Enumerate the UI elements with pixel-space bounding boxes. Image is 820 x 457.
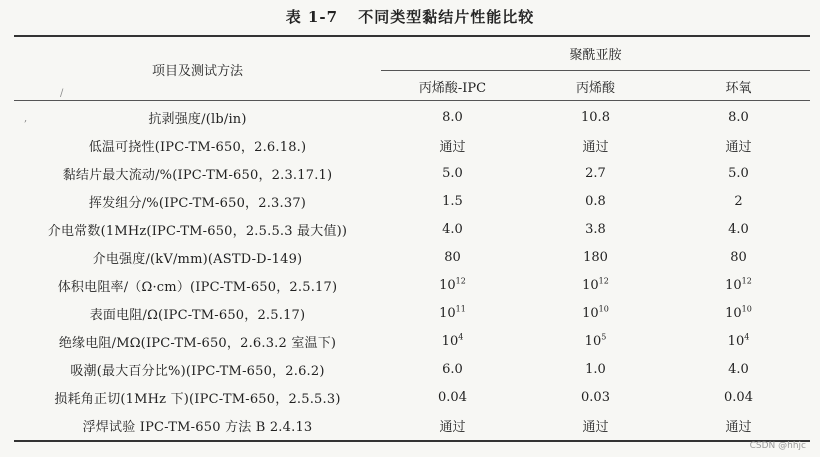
value-exponent: 10 [598, 304, 609, 314]
value-cell [667, 416, 810, 435]
value-exponent: 11 [455, 304, 466, 314]
value-cell [381, 416, 524, 435]
value-base: 8.0 [728, 109, 749, 125]
value-exponent: 4 [744, 332, 750, 342]
value-cell [381, 306, 524, 321]
table-caption [0, 6, 820, 27]
value-base: 2.7 [585, 165, 606, 181]
table-row [14, 103, 810, 131]
row-item-label: 表面电阻/Ω(IPC-TM-650，2.5.17) [89, 307, 306, 323]
watermark: CSDN @hhjc [749, 441, 806, 451]
value-cell [524, 166, 667, 181]
bottom-rule [14, 440, 810, 442]
value-base: 3.8 [585, 221, 606, 237]
value-cell [667, 250, 810, 265]
value-base: 10 [582, 277, 599, 293]
table-row [14, 159, 810, 187]
value-cell [667, 166, 810, 181]
value-base: 8.0 [442, 109, 463, 125]
value-base: 0.04 [438, 389, 467, 405]
row-item-label: 黏结片最大流动/%(IPC-TM-650，2.3.17.1) [62, 167, 333, 183]
value-base: 通过 [725, 139, 752, 155]
value-cell [524, 306, 667, 321]
table-row [14, 271, 810, 299]
table-row [14, 411, 810, 439]
value-base: 2 [734, 193, 743, 209]
value-base: 0.04 [724, 389, 753, 405]
table-title: 不同类型黏结片性能比较 [358, 8, 535, 26]
value-base: 80 [730, 249, 747, 265]
value-base: 10 [441, 333, 459, 349]
value-cell [524, 416, 667, 435]
value-base: 通过 [582, 139, 609, 155]
value-exponent: 12 [741, 276, 752, 286]
value-cell [524, 222, 667, 237]
value-cell [667, 390, 810, 405]
table-row [14, 355, 810, 383]
value-base: 10 [439, 305, 456, 321]
table-row [14, 187, 810, 215]
value-base: 180 [583, 249, 608, 265]
value-base: 1.0 [585, 361, 606, 377]
value-cell [524, 110, 667, 125]
value-cell [381, 250, 524, 265]
value-base: 10 [725, 305, 742, 321]
row-item-label: 抗剥强度/(lb/in) [148, 111, 247, 127]
value-base: 0.03 [581, 389, 610, 405]
value-base: 通过 [582, 419, 609, 435]
value-base: 1.5 [442, 193, 463, 209]
value-cell [524, 334, 667, 349]
table-number: 表 1-7 [285, 8, 339, 26]
value-cell [381, 110, 524, 125]
value-cell [667, 222, 810, 237]
value-base: 5.0 [442, 165, 463, 181]
value-base: 4.0 [728, 361, 749, 377]
row-item-label: 介电常数(1MHz(IPC-TM-650，2.5.5.3 最大值)) [47, 223, 348, 239]
value-base: 10 [725, 277, 742, 293]
value-exponent: 4 [458, 332, 464, 342]
value-base: 6.0 [442, 361, 463, 377]
value-cell [381, 362, 524, 377]
value-base: 10 [727, 333, 745, 349]
value-exponent: 12 [598, 276, 609, 286]
value-base: 通过 [439, 139, 466, 155]
value-exponent: 5 [601, 332, 607, 342]
value-exponent: 12 [455, 276, 466, 286]
value-cell [524, 136, 667, 155]
row-item-label: 低温可挠性(IPC-TM-650，2.6.18.) [88, 139, 307, 155]
value-cell [381, 390, 524, 405]
scan-mark: / [60, 88, 64, 99]
value-cell [667, 334, 810, 349]
row-item-label: 挥发组分/%(IPC-TM-650，2.3.37) [88, 195, 307, 211]
header-rule [14, 100, 810, 101]
value-cell [524, 362, 667, 377]
header-item-column: 项目及测试方法 [151, 64, 243, 79]
value-cell [381, 222, 524, 237]
row-item-label: 介电强度/(kV/mm)(ASTD-D-149) [92, 251, 303, 267]
value-exponent: 10 [741, 304, 752, 314]
value-cell [667, 110, 810, 125]
value-base: 通过 [439, 419, 466, 435]
scan-mark: , [24, 113, 28, 124]
value-cell [381, 136, 524, 155]
value-cell [381, 334, 524, 349]
value-cell [381, 166, 524, 181]
header-col-acrylic-ipc: 丙烯酸-IPC [418, 81, 487, 96]
table-row [14, 131, 810, 159]
value-base: 5.0 [728, 165, 749, 181]
value-base: 80 [444, 249, 461, 265]
value-base: 0.8 [585, 193, 606, 209]
value-cell [667, 194, 810, 209]
table-body [14, 103, 810, 439]
value-base: 10 [439, 277, 456, 293]
table-row [14, 243, 810, 271]
table-row [14, 383, 810, 411]
row-item-label: 体积电阻率/（Ω·cm）(IPC-TM-650，2.5.17) [57, 279, 338, 295]
table-row [14, 299, 810, 327]
row-item-label: 吸潮(最大百分比%)(IPC-TM-650，2.6.2) [70, 363, 325, 379]
value-cell [524, 194, 667, 209]
value-cell [667, 306, 810, 321]
value-cell [381, 278, 524, 293]
row-item-label: 浮焊试验 IPC-TM-650 方法 B 2.4.13 [82, 419, 313, 435]
value-cell [524, 390, 667, 405]
header-col-epoxy: 环氧 [725, 81, 752, 96]
table-row [14, 215, 810, 243]
value-base: 10.8 [581, 109, 610, 125]
value-base: 10 [582, 305, 599, 321]
header-col-acrylic: 丙烯酸 [575, 81, 615, 96]
value-cell [524, 250, 667, 265]
group-rule [381, 70, 810, 71]
value-cell [524, 278, 667, 293]
value-base: 4.0 [728, 221, 749, 237]
value-base: 通过 [725, 419, 752, 435]
value-cell [667, 136, 810, 155]
header-group-polyimide: 聚酰亚胺 [569, 48, 622, 63]
value-cell [667, 278, 810, 293]
value-base: 10 [584, 333, 602, 349]
value-cell [667, 362, 810, 377]
value-base: 4.0 [442, 221, 463, 237]
value-cell [381, 194, 524, 209]
top-rule [14, 35, 810, 37]
row-item-label: 绝缘电阻/MΩ(IPC-TM-650，2.6.3.2 室温下) [58, 335, 337, 351]
row-item-label: 损耗角正切(1MHz 下)(IPC-TM-650，2.5.5.3) [54, 391, 341, 407]
table-row [14, 327, 810, 355]
